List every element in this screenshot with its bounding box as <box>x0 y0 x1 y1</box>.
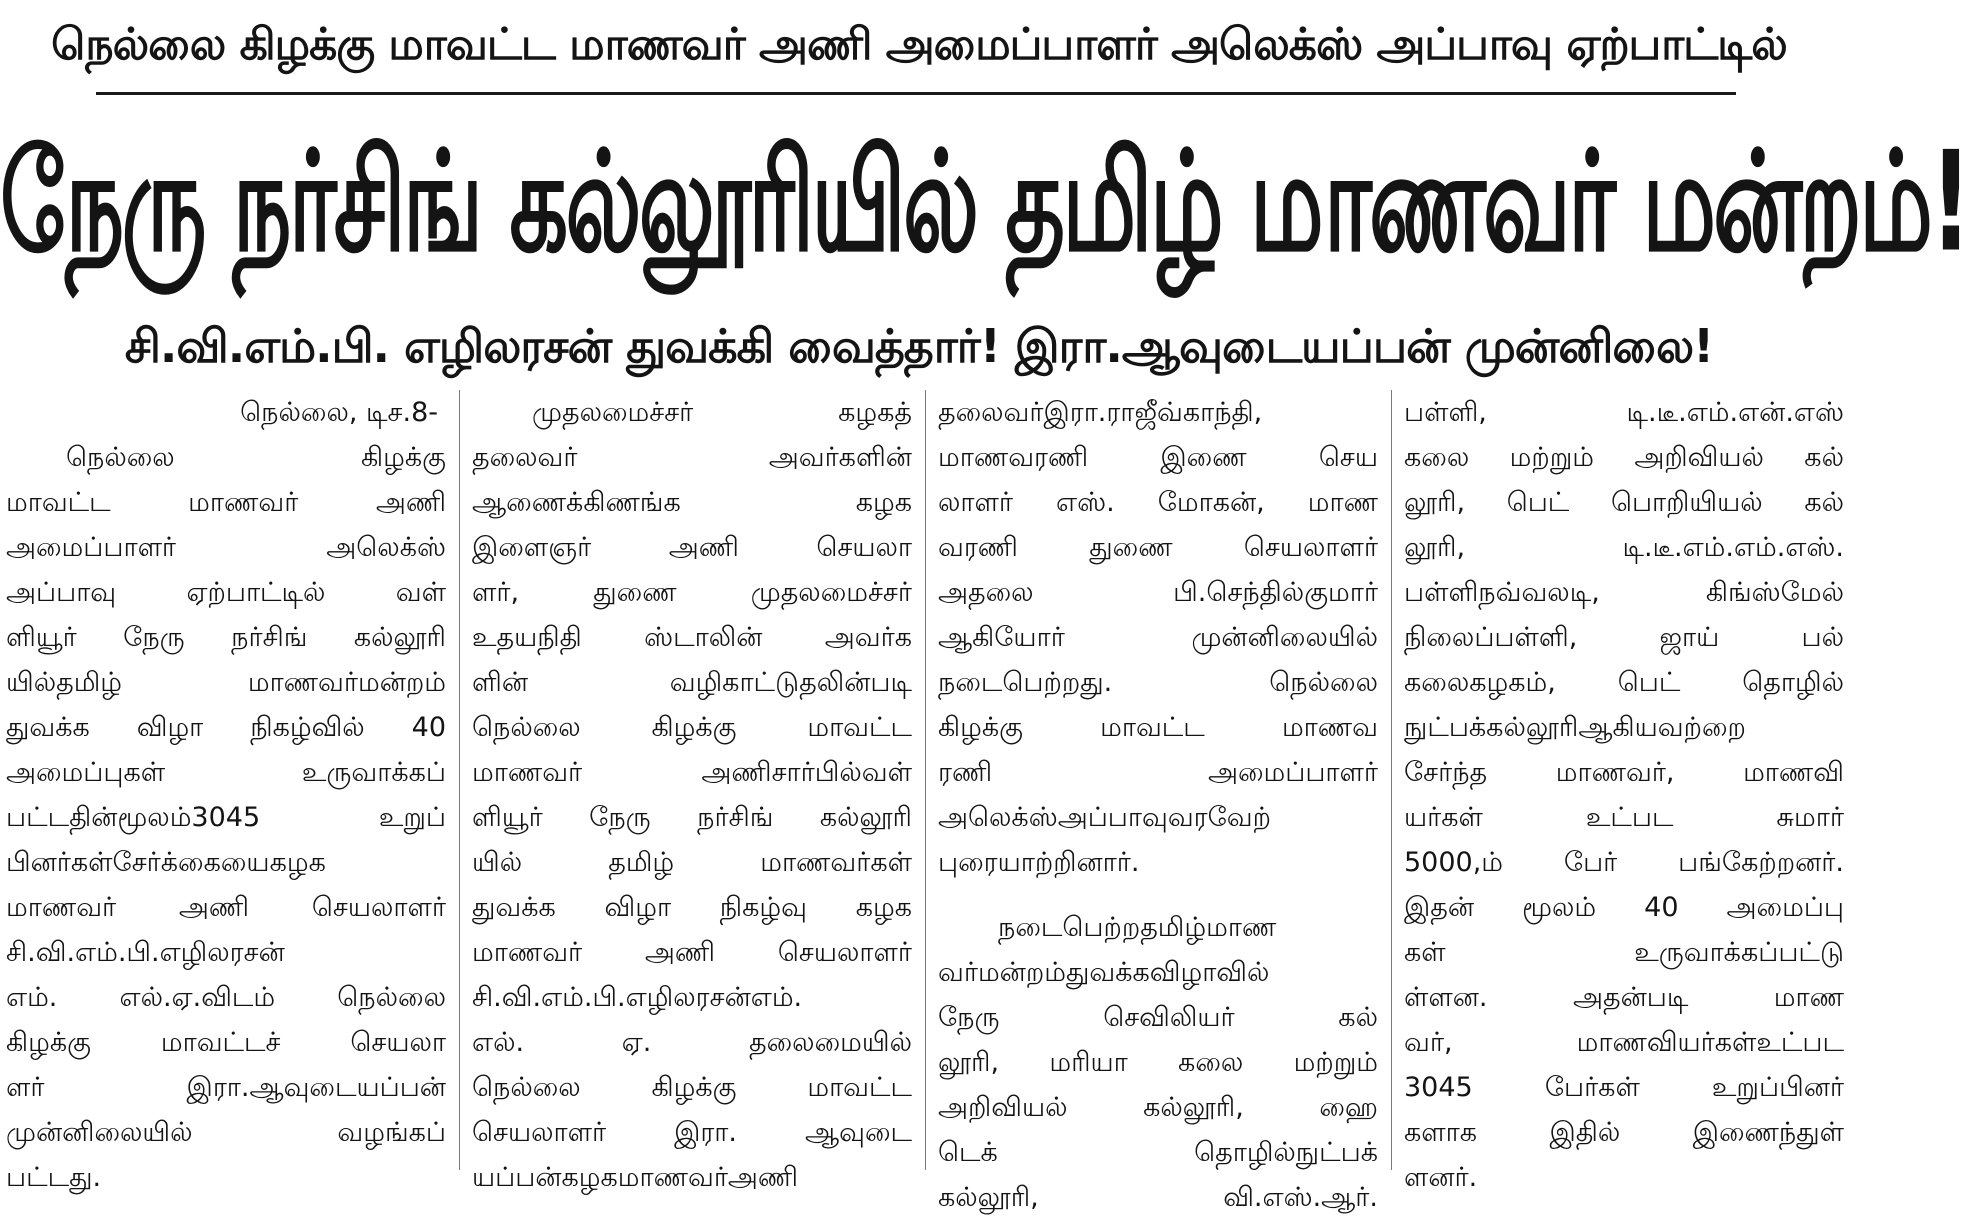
column-line: லூரி, டி.டீ.எம்.எம்.எஸ். <box>1404 532 1844 563</box>
column-line: களாக இதில் இணைந்துள் <box>1404 1117 1844 1148</box>
column-line: நிலைப்பள்ளி, ஜாய் பல் <box>1404 622 1844 653</box>
column-line: புரையாற்றினார். <box>938 847 1140 878</box>
sub-headline: சி.வி.எம்.பி. எழிலரசன் துவக்கி வைத்தார்! இரா.ஆவுடையப்பன் முன்னிலை! <box>124 319 1714 373</box>
column-line: யில்தமிழ் மாணவர்மன்றம் <box>6 667 446 698</box>
column-line: இதன் மூலம் 40 அமைப்பு <box>1404 892 1844 923</box>
column-line: எல். ஏ. தலைமையில் <box>472 1027 912 1058</box>
column-line: அதலை பி.செந்தில்குமார் <box>938 577 1378 608</box>
article-column-1 <box>6 390 446 1193</box>
column-line: நெல்லை கிழக்கு மாவட்ட <box>472 1072 912 1103</box>
column-line: டெக் தொழில்நுட்பக் <box>938 1137 1378 1168</box>
column-divider <box>1391 390 1392 1170</box>
column-line: துவக்க விழா நிகழ்வில் 40 <box>6 712 446 743</box>
column-line: ளியூர் நேரு நர்சிங் கல்லூரி <box>6 622 446 653</box>
column-line: ளியூர் நேரு நர்சிங் கல்லூரி <box>472 802 912 833</box>
column-line: கிழக்கு மாவட்டச் செயலா <box>6 1027 446 1058</box>
column-line: நேரு செவிலியர் கல் <box>938 1002 1378 1033</box>
column-line: ஆணைக்கிணங்க கழக <box>472 487 912 518</box>
column-line: யர்கள் உட்பட சுமார் <box>1404 802 1844 833</box>
dateline: நெல்லை, டிச.8- <box>240 397 438 428</box>
column-divider <box>925 390 926 1170</box>
column-line: மாணவர் அணி செயலாளர் <box>472 937 912 968</box>
column-line: செயலாளர் இரா. ஆவுடை <box>472 1117 912 1148</box>
column-line: துவக்க விழா நிகழ்வு கழக <box>472 892 912 923</box>
column-line: கலை மற்றும் அறிவியல் கல் <box>1404 442 1844 473</box>
column-line: அமைப்புகள் உருவாக்கப் <box>6 757 446 788</box>
column-line: பட்டதின்மூலம்3045 உறுப் <box>6 802 446 833</box>
column-line: லூரி, மரியா கலை மற்றும் <box>938 1047 1378 1078</box>
column-line: சேர்ந்த மாணவர், மாணவி <box>1404 757 1844 788</box>
column-line: 5000,ம் பேர் பங்கேற்றனர். <box>1404 847 1844 878</box>
article-body <box>6 390 1844 1213</box>
column-line: கல்லூரி, வி.எஸ்.ஆர். <box>938 1182 1378 1213</box>
column-line: மாணவரணி இணை செய <box>938 442 1378 473</box>
column-line: கிழக்கு மாவட்ட மாணவ <box>938 712 1378 743</box>
column-line: உதயநிதி ஸ்டாலின் அவர்க <box>472 622 912 653</box>
column-line: வர், மாணவியர்கள்உட்பட <box>1404 1027 1844 1058</box>
kicker-headline: நெல்லை கிழக்கு மாவட்ட மாணவர் அணி அமைப்பாளர் அலெக்ஸ் அப்பாவு ஏற்பாட்டில் <box>51 19 1787 70</box>
column-line: முதலமைச்சர் கழகத் <box>532 397 912 428</box>
column-line: எம். எல்.ஏ.விடம் நெல்லை <box>6 982 446 1013</box>
column-line: ள்ளன. அதன்படி மாண <box>1404 982 1844 1013</box>
column-line: அப்பாவு ஏற்பாட்டில் வள் <box>6 577 446 608</box>
column-line: தலைவர்இரா.ராஜீவ்காந்தி, <box>938 397 1263 428</box>
column-line: ளின் வழிகாட்டுதலின்படி <box>472 667 912 698</box>
article-column-2 <box>472 390 912 1193</box>
column-line: இளைஞர் அணி செயலா <box>472 532 912 563</box>
column-line: ளனர். <box>1404 1162 1478 1193</box>
column-line: ரணி அமைப்பாளர் <box>938 757 1378 788</box>
column-line: லாளர் எஸ். மோகன், மாண <box>938 487 1378 518</box>
column-line: மாவட்ட மாணவர் அணி <box>6 487 446 518</box>
column-line: யப்பன்கழகமாணவர்அணி <box>472 1162 799 1193</box>
column-line: வரணி துணை செயலாளர் <box>938 532 1378 563</box>
column-line: நெல்லை கிழக்கு <box>66 442 446 473</box>
column-line: நடைபெற்றது. நெல்லை <box>938 667 1378 698</box>
article-column-3 <box>938 390 1378 1213</box>
column-line: கலைகழகம், பெட் தொழில் <box>1404 667 1844 698</box>
column-line: பள்ளிநவ்வலடி, கிங்ஸ்மேல் <box>1404 577 1844 608</box>
column-line: மாணவர் அணி செயலாளர் <box>6 892 446 923</box>
column-line: அமைப்பாளர் அலெக்ஸ் <box>6 532 446 563</box>
column-line: முன்னிலையில் வழங்கப் <box>6 1117 446 1148</box>
column-line: நுட்பக்கல்லூரிஆகியவற்றை <box>1404 712 1746 743</box>
column-line: நடைபெற்றதமிழ்மாண <box>998 912 1277 943</box>
article-column-4 <box>1404 390 1844 1193</box>
column-line: சி.வி.எம்.பி.எழிலரசன்எம். <box>472 982 803 1013</box>
column-line: தலைவர் அவர்களின் <box>472 442 912 473</box>
column-line: ஆகியோர் முன்னிலையில் <box>938 622 1378 653</box>
column-line: வர்மன்றம்துவக்கவிழாவில் <box>938 957 1270 988</box>
column-line: பட்டது. <box>6 1162 102 1193</box>
column-line: யில் தமிழ் மாணவர்கள் <box>472 847 912 878</box>
column-line: அறிவியல் கல்லூரி, ஹை <box>938 1092 1378 1123</box>
column-line: கள் உருவாக்கப்பட்டு <box>1404 937 1844 968</box>
main-headline: நேரு நர்சிங் கல்லூரியில் தமிழ் மாணவர் மன்றம்! <box>0 122 1969 283</box>
column-line: லூரி, பெட் பொறியியல் கல் <box>1404 487 1844 518</box>
column-line: பினர்கள்சேர்க்கையைகழக <box>6 847 326 878</box>
column-line: அலெக்ஸ்அப்பாவுவரவேற் <box>938 802 1272 833</box>
column-line: பள்ளி, டி.டீ.எம்.என்.எஸ் <box>1404 397 1844 428</box>
column-line: மாணவர் அணிசார்பில்வள் <box>472 757 912 788</box>
column-line: 3045 பேர்கள் உறுப்பினர் <box>1404 1072 1844 1103</box>
column-line: நெல்லை கிழக்கு மாவட்ட <box>472 712 912 743</box>
column-line: ளர், துணை முதலமைச்சர் <box>472 577 912 608</box>
column-divider <box>459 390 460 1170</box>
column-line: ளர் இரா.ஆவுடையப்பன் <box>6 1072 446 1103</box>
column-line: சி.வி.எம்.பி.எழிலரசன் <box>6 937 285 968</box>
